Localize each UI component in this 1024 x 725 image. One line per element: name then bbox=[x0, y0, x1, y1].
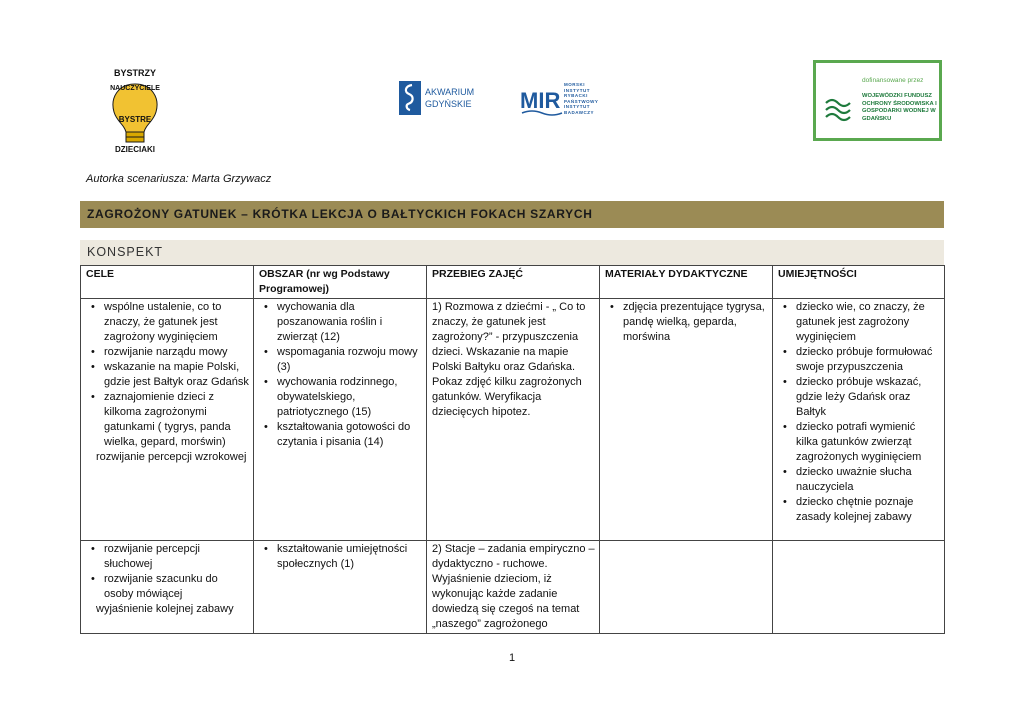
wfos-emblem-icon bbox=[824, 93, 856, 125]
header-przebieg: PRZEBIEG ZAJĘĆ bbox=[427, 266, 600, 299]
obszar-list bbox=[259, 300, 422, 450]
cell-przebieg: 1) Rozmowa z dziećmi - „ Co to znaczy, że gatunek jest zagrożony?” - przypuszczenia dzieci. Wskazanie na mapie Polski Bałtyku oraz Gdańska. Pokaz zdjęć kilku zagrożonych gatunków. Weryfikacja dziecięcych hipotez. bbox=[427, 299, 600, 541]
cele-continuation: wyjaśnienie kolejnej zabawy bbox=[96, 603, 234, 615]
list-item: • zdjęcia prezentujące tygrysa, pandę wielką, geparda, morświna bbox=[605, 300, 768, 345]
mir-logo bbox=[520, 80, 600, 120]
cell-przebieg: 2) Stacje – zadania empiryczno – dydaktyczno - ruchowe. Wyjaśnienie dzieciom, iż wykonując każde zadanie dowiedzą się czegoś na temat „naszego” zagrożonego bbox=[427, 541, 600, 634]
wfos-caption: dofinansowane przez bbox=[862, 77, 924, 84]
lesson-title-bar bbox=[80, 201, 944, 228]
cell-cele bbox=[81, 541, 254, 634]
header-cele: CELE bbox=[81, 266, 254, 299]
cell-umiejetnosci bbox=[773, 541, 945, 634]
akwarium-gdynskie-logo bbox=[398, 80, 488, 116]
cele-continuation: rozwijanie percepcji wzrokowej bbox=[96, 451, 247, 463]
list-item: • dziecko chętnie poznaje zasady kolejnej zabawy bbox=[778, 495, 940, 525]
cele-list bbox=[86, 300, 249, 450]
logo-text-gdynskie: GDYŃSKIE bbox=[425, 99, 472, 109]
cell-umiejetnosci bbox=[773, 299, 945, 541]
list-item: • zaznajomienie dzieci z kilkoma zagrożonymi gatunkami ( tygrys, panda wielka, gepard, morświn) bbox=[86, 390, 249, 450]
logo-text-bystrzy: BYSTRZY bbox=[113, 68, 157, 78]
cell-materialy bbox=[600, 299, 773, 541]
lesson-title: ZAGROŻONY GATUNEK – KRÓTKA LEKCJA O BAŁTYCKICH FOKACH SZARYCH bbox=[87, 207, 593, 221]
list-item: • kształtowanie umiejętności społecznych (1) bbox=[259, 542, 422, 572]
list-item: • rozwijanie percepcji słuchowej bbox=[86, 542, 249, 572]
table-header-row bbox=[81, 266, 945, 299]
wfos-name: WOJEWÓDZKI FUNDUSZ OCHRONY ŚRODOWISKA I GOSPODARKI WODNEJ W GDAŃSKU bbox=[862, 93, 937, 122]
logo-text-akwarium: AKWARIUM bbox=[425, 87, 475, 97]
header-umiejetnosci: UMIEJĘTNOŚCI bbox=[773, 266, 945, 299]
page-number: 1 bbox=[508, 652, 516, 664]
materialy-list bbox=[605, 300, 768, 345]
header-obszar: OBSZAR (nr wg Podstawy Programowej) bbox=[254, 266, 427, 299]
table-row bbox=[81, 541, 945, 634]
header-materialy: MATERIAŁY DYDAKTYCZNE bbox=[600, 266, 773, 299]
section-heading-bar bbox=[80, 240, 944, 265]
cell-obszar bbox=[254, 299, 427, 541]
wfos-logo bbox=[813, 60, 942, 141]
list-item: • wychowania dla poszanowania roślin i zwierząt (12) bbox=[259, 300, 422, 345]
bystrzy-nauczyciele-logo bbox=[100, 66, 170, 156]
list-item: • rozwijanie narządu mowy bbox=[86, 345, 249, 360]
logo-text-bystre: BYSTRE bbox=[118, 115, 152, 124]
section-heading: KONSPEKT bbox=[87, 245, 164, 259]
umiejetnosci-list bbox=[778, 300, 940, 525]
cell-cele bbox=[81, 299, 254, 541]
obszar-list bbox=[259, 542, 422, 572]
list-item: • dziecko wie, co znaczy, że gatunek jest zagrożony wyginięciem bbox=[778, 300, 940, 345]
list-item: • rozwijanie szacunku do osoby mówiącej bbox=[86, 572, 249, 602]
list-item: • dziecko próbuje wskazać, gdzie leży Gdańsk oraz Bałtyk bbox=[778, 375, 940, 420]
logo-text-mir-full: MORSKI INSTYTUT RYBACKI PAŃSTWOWY INSTYTUT BADAWCZY bbox=[564, 82, 599, 115]
lesson-plan-table bbox=[80, 265, 945, 634]
scenario-author: Autorka scenariusza: Marta Grzywacz bbox=[86, 173, 272, 185]
list-item: • dziecko potrafi wymienić kilka gatunków zwierząt zagrożonych wyginięciem bbox=[778, 420, 940, 465]
cele-list bbox=[86, 542, 249, 602]
list-item: • wspomagania rozwoju mowy (3) bbox=[259, 345, 422, 375]
table-row bbox=[81, 299, 945, 541]
logo-text-nauczyciele: NAUCZYCIELE bbox=[110, 85, 160, 92]
logo-text-dzieciaki: DZIECIAKI bbox=[115, 145, 155, 154]
cell-materialy bbox=[600, 541, 773, 634]
list-item: • wspólne ustalenie, co to znaczy, że gatunek jest zagrożony wyginięciem bbox=[86, 300, 249, 345]
list-item: • dziecko próbuje formułować swoje przypuszczenia bbox=[778, 345, 940, 375]
list-item: • dziecko uważnie słucha nauczyciela bbox=[778, 465, 940, 495]
logo-text-mir: MIR bbox=[520, 88, 561, 113]
list-item: • kształtowania gotowości do czytania i pisania (14) bbox=[259, 420, 422, 450]
list-item: • wychowania rodzinnego, obywatelskiego, patriotycznego (15) bbox=[259, 375, 422, 420]
list-item: • wskazanie na mapie Polski, gdzie jest Bałtyk oraz Gdańsk bbox=[86, 360, 249, 390]
cell-obszar bbox=[254, 541, 427, 634]
